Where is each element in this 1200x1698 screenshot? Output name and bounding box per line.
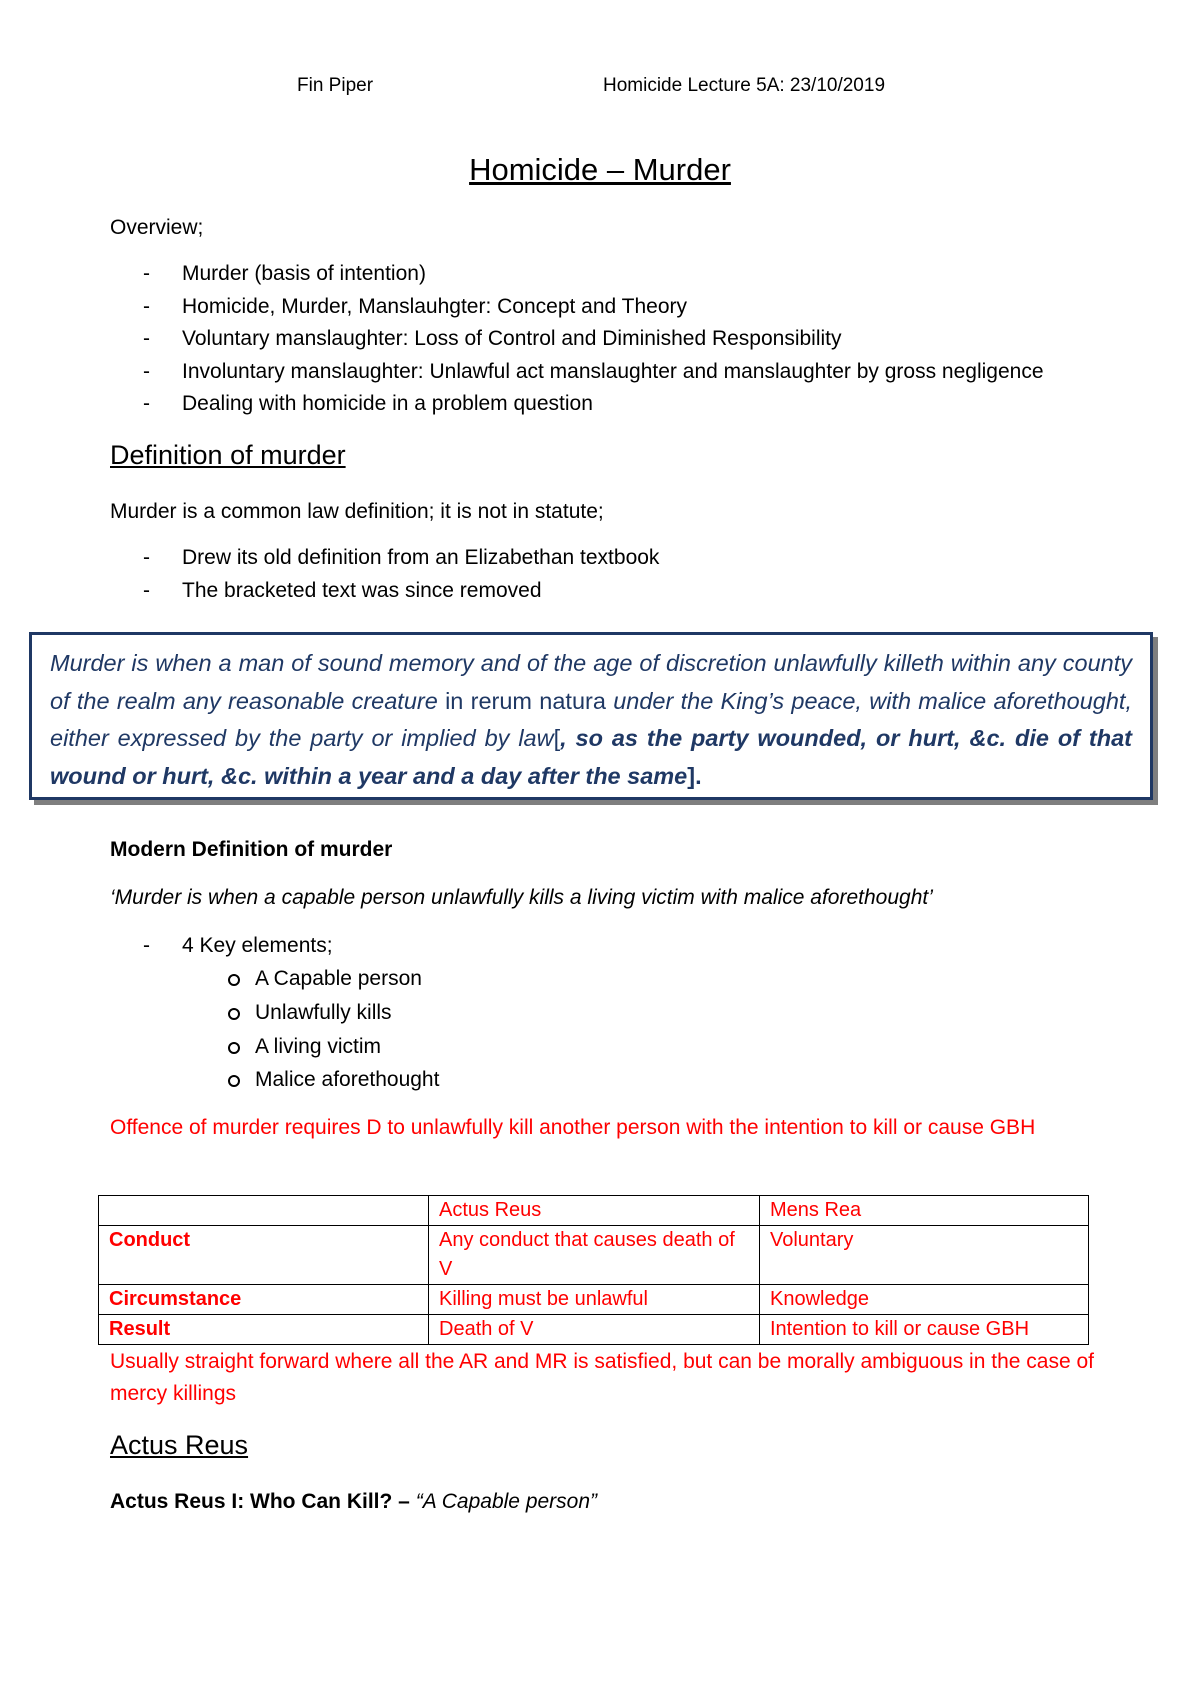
- dash-bullet-icon: -: [143, 262, 150, 285]
- key-elements-list: [110, 962, 439, 1097]
- circle-bullet-icon: [228, 1042, 240, 1054]
- circle-bullet-icon: [228, 1075, 240, 1087]
- dash-bullet-icon: -: [143, 392, 150, 416]
- table-cell: Knowledge: [760, 1285, 1089, 1315]
- table-cell: Voluntary: [760, 1226, 1089, 1285]
- table-header-cell: [99, 1196, 429, 1226]
- table-note: Usually straight forward where all the AR and MR is satisfied, but can be morally ambiguous in the case of mercy killings: [110, 1350, 1094, 1405]
- key-elements-label-list: [110, 930, 333, 963]
- header-author: Fin Piper: [297, 75, 374, 96]
- list-item: Unlawfully kills: [110, 996, 439, 1030]
- dash-bullet-icon: -: [143, 294, 150, 318]
- circle-bullet-icon: [228, 1008, 240, 1020]
- actus-reus-heading: Actus Reus: [110, 1430, 249, 1460]
- circle-bullet-icon: [228, 974, 240, 986]
- list-item: - Homicide, Murder, Manslauhgter: Concept and Theory: [110, 291, 1044, 324]
- offence-note: Offence of murder requires D to unlawfully kill another person with the intention to kill or cause GBH: [110, 1116, 1036, 1139]
- table-row: [99, 1226, 1089, 1285]
- table-cell: Any conduct that causes death of V: [429, 1226, 760, 1285]
- table-row-label: Result: [99, 1315, 429, 1345]
- table-cell: Death of V: [429, 1315, 760, 1345]
- table-cell: Intention to kill or cause GBH: [760, 1315, 1089, 1345]
- page-title: Homicide – Murder: [469, 152, 731, 187]
- table-row-label: Circumstance: [99, 1285, 429, 1315]
- list-item: - Dealing with homicide in a problem question: [110, 388, 1044, 421]
- definition-intro: Murder is a common law definition; it is not in statute;: [110, 500, 604, 523]
- modern-definition-quote: ‘Murder is when a capable person unlawfully kills a living victim with malice aforethought’: [110, 886, 933, 909]
- table-row: [99, 1285, 1089, 1315]
- table-row: [99, 1315, 1089, 1345]
- table-header-cell: Actus Reus: [429, 1196, 760, 1226]
- dash-bullet-icon: -: [143, 546, 150, 569]
- table-row: [99, 1196, 1089, 1226]
- dash-bullet-icon: -: [143, 359, 150, 383]
- definition-list: [110, 542, 659, 607]
- table-row-label: Conduct: [99, 1226, 429, 1285]
- list-item: A living victim: [110, 1030, 439, 1064]
- list-item: Malice aforethought: [110, 1063, 439, 1097]
- overview-label: Overview;: [110, 216, 204, 239]
- dash-bullet-icon: -: [143, 934, 150, 957]
- table-cell: Killing must be unlawful: [429, 1285, 760, 1315]
- elements-table: [98, 1195, 1089, 1345]
- list-item: - Drew its old definition from an Elizabethan textbook: [110, 542, 659, 575]
- table-header-cell: Mens Rea: [760, 1196, 1089, 1226]
- list-item: A Capable person: [110, 962, 439, 996]
- list-item: - The bracketed text was since removed: [110, 575, 659, 608]
- list-item: - 4 Key elements;: [110, 930, 333, 963]
- list-item: - Voluntary manslaughter: Loss of Control and Diminished Responsibility: [110, 323, 1044, 356]
- dash-bullet-icon: -: [143, 327, 150, 351]
- old-definition-quote: Murder is when a man of sound memory and of the age of discretion unlawfully killeth within any county of the realm any reasonable creature in rerum natura under the King’s peace, with malice aforethought, either expressed by the party or implied by law[, so as the party wounded, or hurt, &c. die of that wound or hurt, &c. within a year and a day after the same].: [29, 632, 1153, 800]
- modern-definition-heading: Modern Definition of murder: [110, 838, 393, 861]
- actus-reus-subheading: Actus Reus I: Who Can Kill? – “A Capable person”: [110, 1490, 598, 1513]
- dash-bullet-icon: -: [143, 578, 150, 602]
- header-lecture: Homicide Lecture 5A: 23/10/2019: [603, 75, 886, 96]
- overview-list: [110, 258, 1044, 421]
- definition-heading: Definition of murder: [110, 440, 346, 470]
- list-item: - Murder (basis of intention): [110, 258, 1044, 291]
- list-item: - Involuntary manslaughter: Unlawful act manslaughter and manslaughter by gross negligence: [110, 356, 1044, 389]
